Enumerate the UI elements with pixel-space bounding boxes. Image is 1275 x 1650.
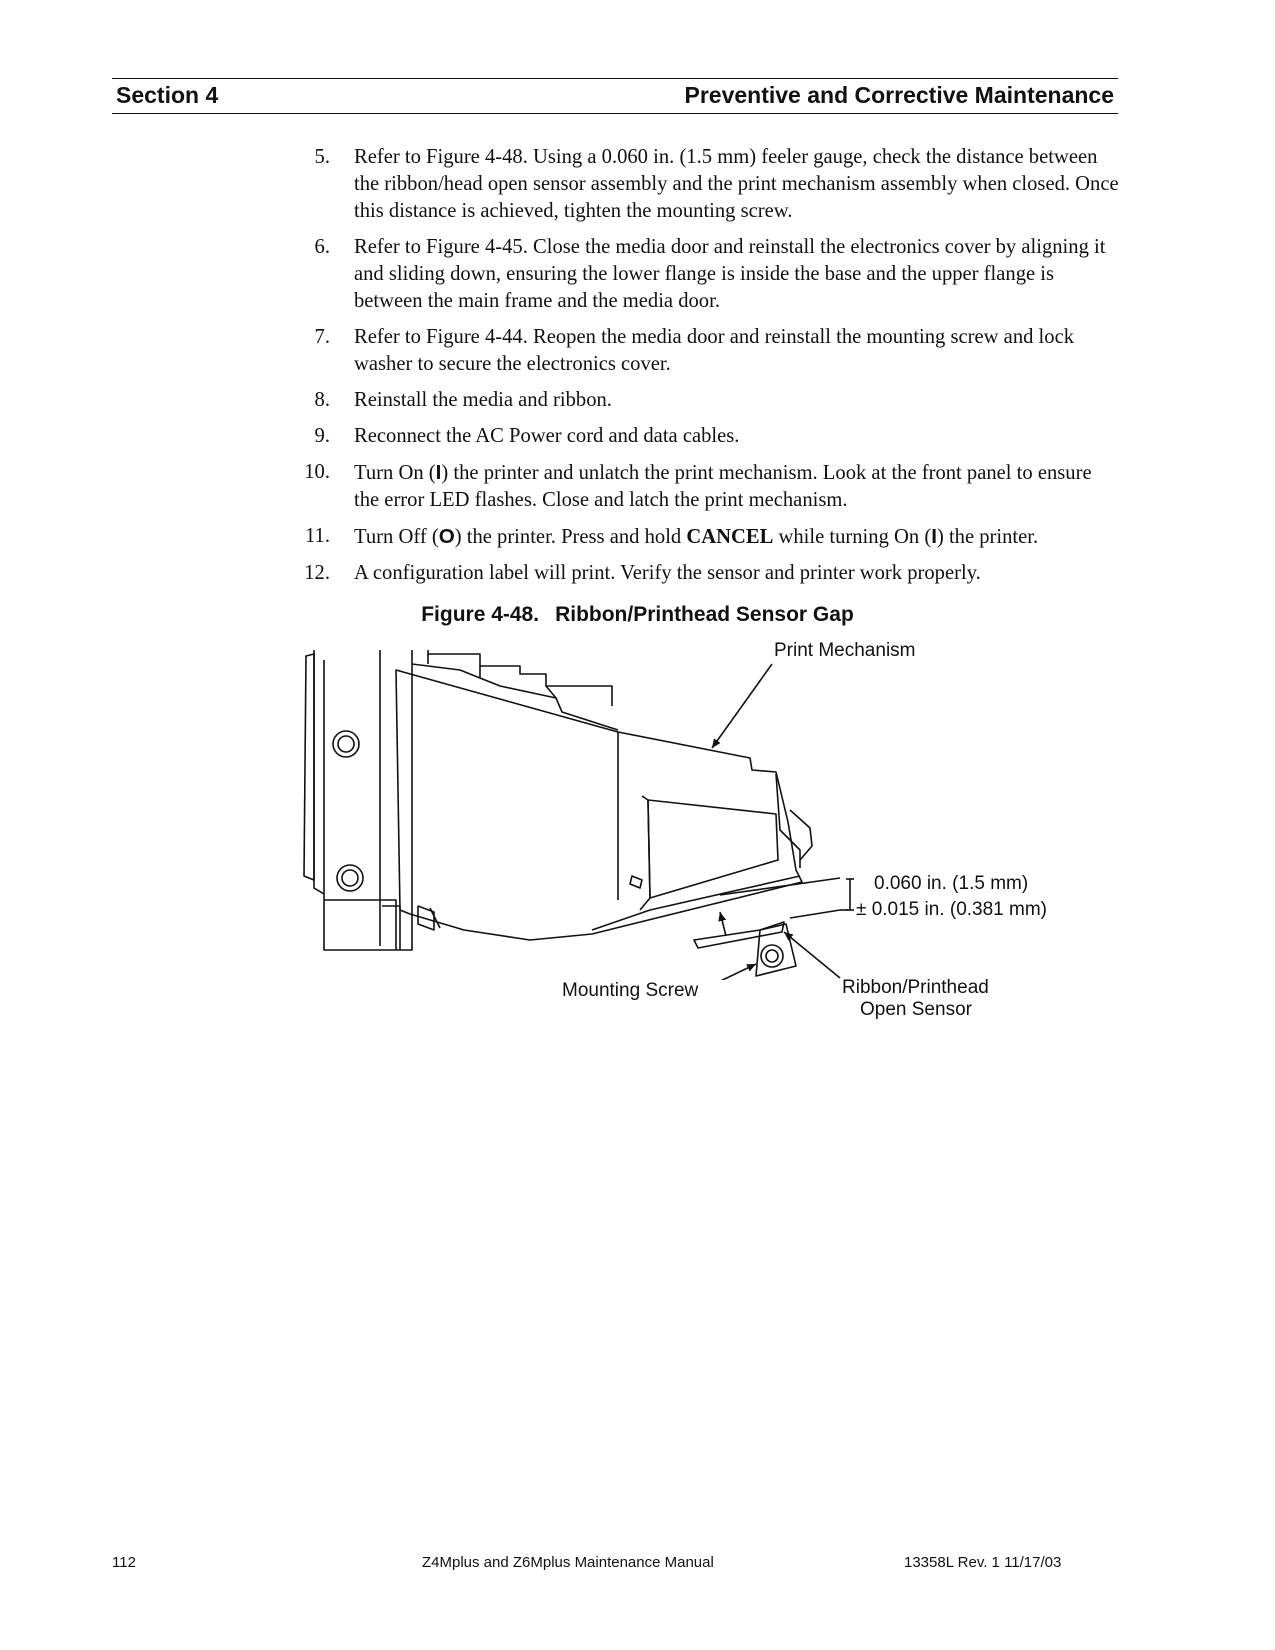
step-7 (290, 324, 1120, 378)
step-number: 11. (305, 525, 330, 547)
step-text: Refer to Figure 4-48. Using a 0.060 in. (1.5 mm) feeler gauge, check the distance between the ribbon/head open sensor assembly and the print mechanism assembly when closed. Once this distance is achieved, tighten the mounting screw. (354, 146, 1119, 222)
step-number: 9. (314, 425, 330, 447)
figure-caption (0, 603, 1275, 627)
step-number: 8. (314, 389, 330, 411)
power-off-symbol: O (438, 525, 455, 548)
mounting-screw-label: Mounting Screw (562, 980, 699, 1001)
sensor-assembly (694, 922, 796, 976)
step-number: 10. (304, 461, 330, 483)
step-5 (290, 144, 1120, 225)
step-8 (290, 387, 1120, 414)
manual-title: Z4Mplus and Z6Mplus Maintenance Manual (422, 1554, 714, 1571)
print-mechanism-body (396, 670, 812, 940)
step-11 (290, 523, 1120, 551)
page-number: 112 (112, 1554, 136, 1571)
power-on-symbol: I (931, 525, 937, 548)
step-text: Refer to Figure 4-44. Reopen the media door and reinstall the mounting screw and lock washer to secure the electronics cover. (354, 326, 1075, 375)
figure-title: Ribbon/Printhead Sensor Gap (555, 603, 854, 626)
step-number: 5. (314, 146, 330, 168)
step-text: Reinstall the media and ribbon. (354, 389, 612, 411)
step-text: Refer to Figure 4-45. Close the media door and reinstall the electronics cover by aligning it and sliding down, ensuring the lower flange is inside the base and the upper flange is between the main frame and the media door. (354, 236, 1106, 312)
side-screw-icon (333, 731, 363, 891)
section-label: Section 4 (116, 82, 219, 108)
step-text: Turn Off (O) the printer. Press and hold CANCEL while turning On (I) the printer. (354, 525, 1039, 548)
step-text: A configuration label will print. Verify the sensor and printer work properly. (354, 562, 981, 584)
step-10 (290, 459, 1120, 514)
page-header (112, 78, 1118, 114)
cancel-key-label: CANCEL (686, 526, 774, 548)
top-rails (412, 650, 618, 730)
gap-tolerance-label: ± 0.015 in. (0.381 mm) (856, 899, 1048, 920)
sensor-label-line1: Ribbon/Printhead (842, 977, 989, 998)
figure-number: Figure 4-48. (421, 603, 540, 626)
step-text: Reconnect the AC Power cord and data cables. (354, 425, 740, 447)
power-on-symbol: I (435, 461, 442, 484)
step-number: 6. (314, 236, 330, 258)
procedure-steps (290, 144, 1120, 596)
step-number: 12. (304, 562, 330, 584)
document-revision: 13358L Rev. 1 11/17/03 (904, 1554, 1062, 1571)
gap-nominal-label: 0.060 in. (1.5 mm) (874, 873, 1029, 894)
sensor-gap-illustration (300, 650, 920, 980)
sensor-label-line2: Open Sensor (860, 999, 972, 1020)
step-text: Turn On (I) the printer and unlatch the print mechanism. Look at the front panel to ensure the error LED flashes. Close and latch the print mechanism. (354, 461, 1092, 511)
step-6 (290, 234, 1120, 315)
step-9 (290, 423, 1120, 450)
print-mechanism-label: Print Mechanism (774, 640, 916, 661)
step-number: 7. (314, 326, 330, 348)
step-12 (290, 560, 1120, 587)
section-title: Preventive and Corrective Maintenance (684, 82, 1114, 108)
